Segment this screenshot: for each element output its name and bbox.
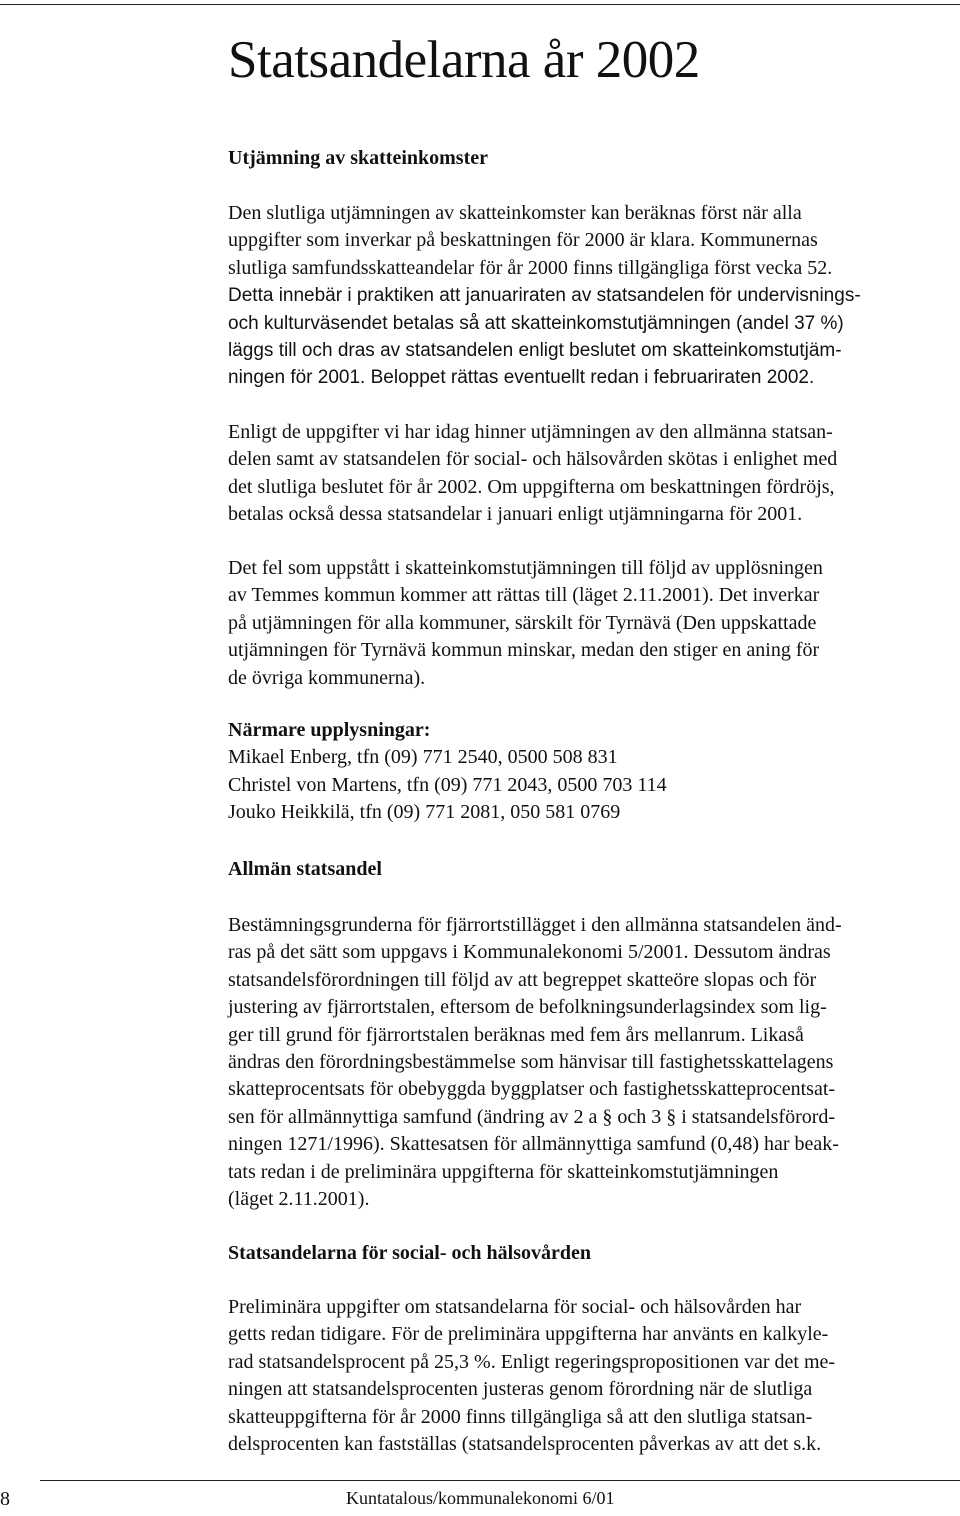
text-line: tats redan i de preliminära uppgifterna för skatteinkomstutjämningen (228, 1160, 779, 1183)
text-line: betalas också dessa statsandelar i januari enligt utjämningarna för 2001. (228, 503, 803, 526)
page-title: Statsandelarna år 2002 (228, 31, 700, 89)
paragraph-3 (228, 555, 952, 692)
contacts-heading: Närmare upplysningar: (228, 719, 431, 741)
text-line: rad statsandelsprocent på 25,3 %. Enligt regeringspropositionen var det me- (228, 1350, 836, 1373)
text-line: på utjämningen för alla kommuner, särskilt för Tyrnävä (Den uppskattade (228, 611, 817, 634)
text-line: läggs till och dras av statsandelen enligt beslutet om skatteinkomstutjäm- (228, 340, 842, 362)
text-line: ändras den förordningsbestämmelse som hänvisar till fastighetsskattelagens (228, 1051, 834, 1074)
contact-line: Jouko Heikkilä, tfn (09) 771 2081, 050 581 0769 (228, 801, 621, 824)
text-line: (läget 2.11.2001). (228, 1188, 370, 1211)
page-number: 8 (0, 1488, 10, 1510)
paragraph-2 (228, 419, 952, 529)
text-line: ras på det sätt som uppgavs i Kommunalekonomi 5/2001. Dessutom ändras (228, 941, 831, 964)
section-heading: Allmän statsandel (228, 858, 382, 880)
text-line: uppgifter som inverkar på beskattningen för 2000 är klara. Kommunernas (228, 229, 818, 252)
text-line: det slutliga beslutet för år 2002. Om uppgifterna om beskattningen fördröjs, (228, 475, 835, 498)
section-utjamning (228, 145, 952, 172)
text-line: delsprocenten kan fastställas (statsandelsprocenten påverkas av att det s.k. (228, 1433, 822, 1456)
text-line: delen samt av statsandelen för social- och hälsovården skötas i enlighet med (228, 448, 838, 471)
text-line: de övriga kommunerna). (228, 666, 426, 689)
text-line: ger till grund för fjärrortstalen beräknas med fem års mellanrum. Likaså (228, 1023, 804, 1046)
section-heading: Utjämning av skatteinkomster (228, 147, 488, 169)
text-line: Enligt de uppgifter vi har idag hinner utjämningen av den allmänna statsan- (228, 421, 833, 443)
footer-rule (40, 1480, 960, 1481)
text-line: ningen för 2001. Beloppet rättas eventuellt redan i februariraten 2002. (228, 367, 815, 389)
section-social-halsovard (228, 1240, 952, 1267)
text-line: slutliga samfundsskatteandelar för år 2000 finns tillgängliga först vecka 52. (228, 256, 833, 279)
text-line: sen för allmännyttiga samfund (ändring av 2 a § och 3 § i statsandelsförord- (228, 1105, 836, 1128)
text-line: ningen 1271/1996). Skattesatsen för allmännyttiga samfund (0,48) har beak- (228, 1133, 839, 1156)
text-line: Detta innebär i praktiken att januariraten av statsandelen för undervisnings- (228, 285, 861, 307)
paragraph-1 (228, 200, 952, 392)
header-rule (0, 4, 960, 5)
text-line: skatteuppgifterna för år 2000 finns tillgängliga så att den slutliga statsan- (228, 1405, 813, 1428)
paragraph-4 (228, 912, 952, 1213)
text-line: justering av fjärrortstalen, eftersom de befolkningsunderlagsindex som lig- (228, 996, 827, 1019)
text-line: statsandelsförordningen till följd av att begreppet skatteöre slopas och för (228, 968, 817, 991)
section-heading: Statsandelarna för social- och hälsovården (228, 1242, 591, 1264)
contact-line: Christel von Martens, tfn (09) 771 2043, 0500 703 114 (228, 773, 667, 796)
contacts-block (228, 717, 952, 827)
text-line: av Temmes kommun kommer att rättas till (läget 2.11.2001). Det inverkar (228, 584, 820, 607)
text-line: Det fel som uppstått i skatteinkomstutjämningen till följd av upplösningen (228, 557, 823, 579)
text-line: Preliminära uppgifter om statsandelarna för social- och hälsovården har (228, 1296, 802, 1318)
contact-line: Mikael Enberg, tfn (09) 771 2540, 0500 508 831 (228, 746, 618, 768)
text-line: ningen att statsandelsprocenten justeras genom förordning när de slutliga (228, 1378, 813, 1401)
text-line: utjämningen för Tyrnävä kommun minskar, medan den stiger en aning för (228, 639, 820, 662)
section-allman-statsandel (228, 856, 952, 883)
text-line: och kulturväsendet betalas så att skatteinkomstutjämningen (andel 37 %) (228, 312, 844, 334)
publication-name: Kuntatalous/kommunalekonomi 6/01 (346, 1488, 615, 1508)
text-line: Bestämningsgrunderna för fjärrortstillägget i den allmänna statsandelen änd- (228, 914, 842, 936)
text-line: getts redan tidigare. För de preliminära uppgifterna har använts en kalkyle- (228, 1323, 829, 1346)
paragraph-5 (228, 1294, 952, 1458)
text-line: skatteprocentsats för obebyggda byggplatser och fastighetsskatteprocentsat- (228, 1078, 836, 1101)
text-line: Den slutliga utjämningen av skatteinkomster kan beräknas först när alla (228, 202, 802, 224)
